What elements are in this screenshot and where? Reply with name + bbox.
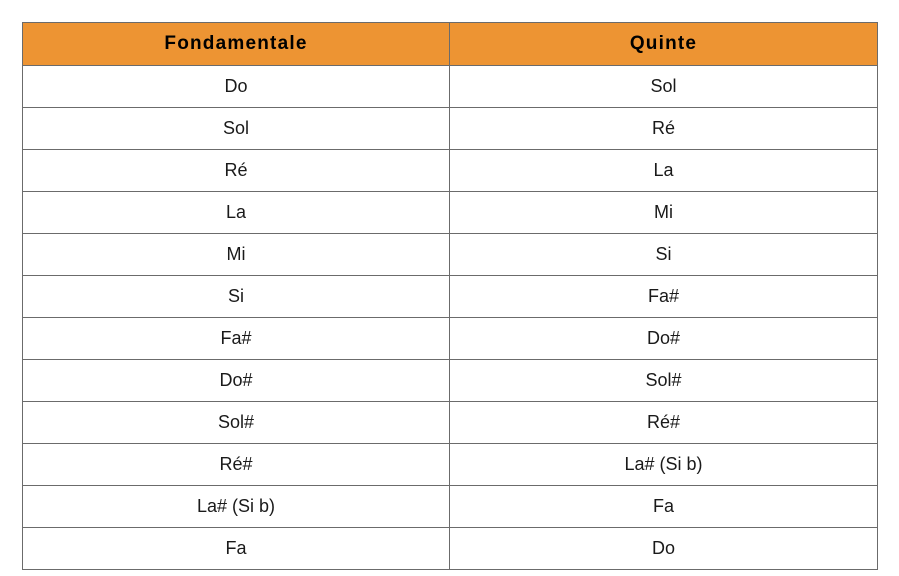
table-header [23, 23, 878, 66]
cell-quinte: Sol# [450, 360, 878, 402]
cell-quinte: La [450, 150, 878, 192]
table-row [23, 192, 878, 234]
table-row [23, 402, 878, 444]
table-row [23, 150, 878, 192]
cell-fondamentale: Sol# [23, 402, 450, 444]
table-row [23, 528, 878, 570]
cell-fondamentale: Do# [23, 360, 450, 402]
cell-quinte: Ré# [450, 402, 878, 444]
table-row [23, 276, 878, 318]
cell-fondamentale: Do [23, 66, 450, 108]
cell-quinte: Do [450, 528, 878, 570]
cell-fondamentale: La# (Si b) [23, 486, 450, 528]
cell-quinte: Fa# [450, 276, 878, 318]
cell-quinte: La# (Si b) [450, 444, 878, 486]
table-row [23, 486, 878, 528]
table-row [23, 234, 878, 276]
cell-fondamentale: Si [23, 276, 450, 318]
cell-quinte: Fa [450, 486, 878, 528]
cell-quinte: Si [450, 234, 878, 276]
table-body [23, 66, 878, 570]
table-header-row [23, 23, 878, 66]
table-row [23, 66, 878, 108]
cell-fondamentale: Fa# [23, 318, 450, 360]
table-row [23, 318, 878, 360]
fondamentale-quinte-table [22, 22, 878, 570]
cell-fondamentale: La [23, 192, 450, 234]
table-row [23, 360, 878, 402]
cell-quinte: Do# [450, 318, 878, 360]
cell-fondamentale: Ré# [23, 444, 450, 486]
table-row [23, 108, 878, 150]
cell-fondamentale: Sol [23, 108, 450, 150]
column-header-fondamentale: Fondamentale [23, 23, 450, 66]
cell-fondamentale: Mi [23, 234, 450, 276]
cell-fondamentale: Fa [23, 528, 450, 570]
cell-quinte: Mi [450, 192, 878, 234]
cell-fondamentale: Ré [23, 150, 450, 192]
column-header-quinte: Quinte [450, 23, 878, 66]
table-row [23, 444, 878, 486]
cell-quinte: Ré [450, 108, 878, 150]
cell-quinte: Sol [450, 66, 878, 108]
